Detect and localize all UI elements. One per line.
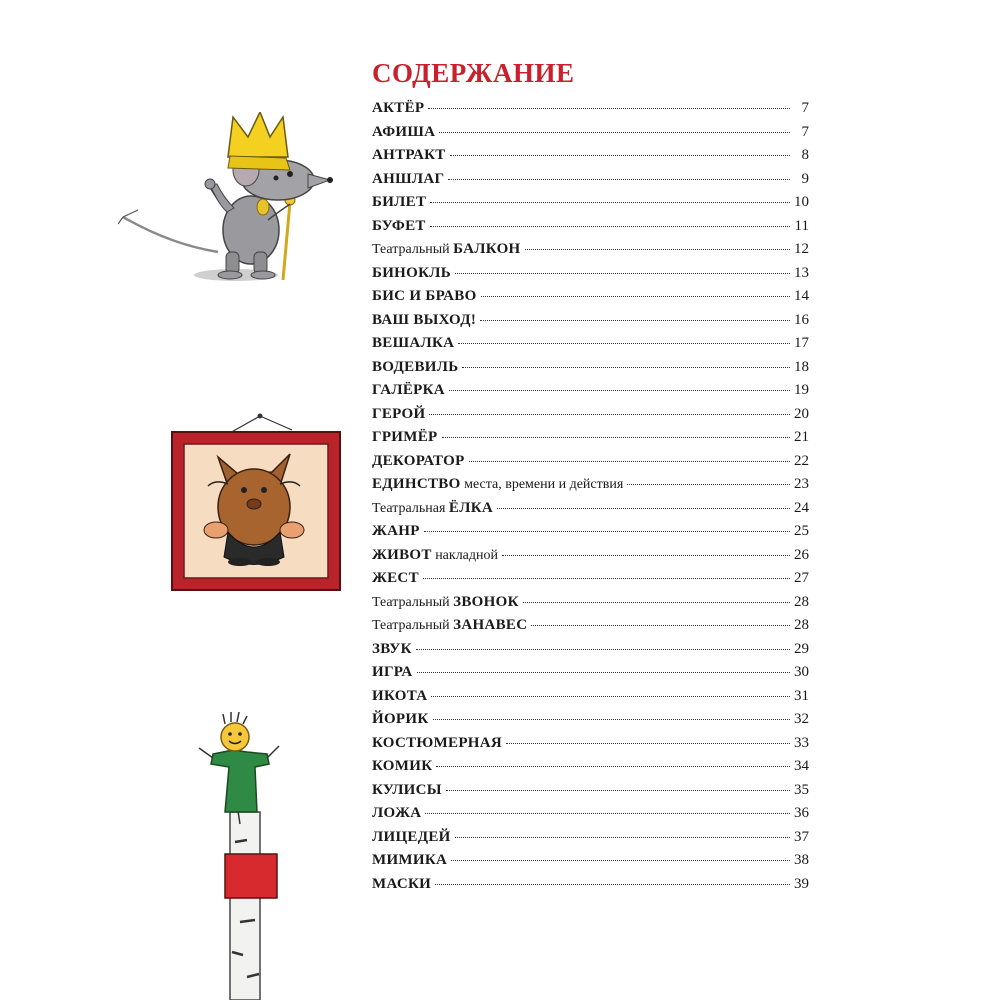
toc-leader-dots <box>458 343 790 344</box>
toc-entry-keyword: ЛИЦЕДЕЙ <box>372 828 451 845</box>
toc-page-number: 21 <box>794 429 809 445</box>
scepter-shape <box>283 202 290 280</box>
toc-entry <box>372 312 809 336</box>
toc-entry-keyword: ГАЛЁРКА <box>372 382 445 398</box>
toc-entry <box>372 664 809 688</box>
toc-entry-label <box>372 547 498 564</box>
toc-entry-keyword: ГЕРОЙ <box>372 405 426 422</box>
toc-entry-label <box>372 664 413 681</box>
toc-page-number: 24 <box>794 499 809 516</box>
toc-page-number: 12 <box>794 241 809 257</box>
toc-page-number: 11 <box>794 217 809 234</box>
toc-page-number: 13 <box>794 264 809 281</box>
toc-page-number: 17 <box>794 335 809 351</box>
toc-entry-label <box>372 241 521 258</box>
toc-entry-keyword: КОСТЮМЕРНАЯ <box>372 734 503 751</box>
toc-entry-keyword: КУЛИСЫ <box>372 781 442 798</box>
toc-entry-keyword: АНШЛАГ <box>372 170 445 187</box>
toc-leader-dots <box>425 813 790 814</box>
toc-page-number: 20 <box>794 405 809 422</box>
toc-page-number: 7 <box>801 123 809 140</box>
toc-leader-dots <box>424 531 790 532</box>
toc-entry-prefix: Театральный <box>372 618 454 633</box>
scarecrow-coat-shape <box>211 750 269 812</box>
toc-leader-dots <box>446 790 790 791</box>
toc-leader-dots <box>417 672 791 673</box>
toc-page-number: 30 <box>794 664 809 680</box>
toc-entry <box>372 852 809 876</box>
toc-entry-label <box>372 476 623 493</box>
toc-entry-label <box>372 218 426 235</box>
toc-entry-keyword: ЗВОНОК <box>453 593 519 610</box>
toc-entry <box>372 829 809 853</box>
toc-leader-dots <box>430 202 790 203</box>
toc-entry <box>372 124 809 148</box>
toc-entry <box>372 406 809 430</box>
toc-entry-label <box>372 829 451 846</box>
toc-page-number: 25 <box>794 523 809 539</box>
toc-entry-label <box>372 711 429 728</box>
toc-leader-dots <box>455 273 790 274</box>
page-title: СОДЕРЖАНИЕ <box>372 58 575 88</box>
toc-entry <box>372 735 809 759</box>
toc-entry-keyword: ЛОЖА <box>372 805 422 821</box>
toc-leader-dots <box>439 132 790 133</box>
toc-page-number: 28 <box>794 617 809 633</box>
toc-entry-label <box>372 265 451 282</box>
toc-leader-dots <box>448 179 790 180</box>
toc-leader-dots <box>428 108 790 109</box>
toc-leader-dots <box>455 837 790 838</box>
toc-entry <box>372 429 809 453</box>
tail-shape <box>123 217 218 252</box>
toc-entry <box>372 758 809 782</box>
toc-entry-prefix: Театральный <box>372 242 454 257</box>
toc-entry <box>372 476 809 500</box>
toc-entry-keyword: БАЛКОН <box>453 241 521 257</box>
toc-entry-label <box>372 429 438 446</box>
toc-page-number: 7 <box>801 100 809 116</box>
toc-page-number: 36 <box>794 805 809 821</box>
toc-entry-label <box>372 782 442 799</box>
toc-entry-label <box>372 688 427 705</box>
toc-entry-keyword: АФИША <box>372 123 436 140</box>
toc-entry-keyword: ЗАНАВЕС <box>453 617 528 633</box>
toc-entry-label <box>372 194 426 211</box>
toc-entry-label <box>372 641 412 658</box>
toc-leader-dots <box>423 578 790 579</box>
toc-entry-label <box>372 359 458 376</box>
toc-page-number: 22 <box>794 452 809 469</box>
toc-entry-label <box>372 500 493 517</box>
toc-entry-label <box>372 758 432 775</box>
toc-page-number: 28 <box>794 593 809 610</box>
toc-entry-keyword: АНТРАКТ <box>372 147 446 163</box>
toc-entry-label <box>372 147 446 164</box>
toc-leader-dots <box>481 296 790 297</box>
nail-icon <box>258 414 263 419</box>
toc-page-number: 32 <box>794 711 809 727</box>
mouse-king-illustration <box>118 112 338 287</box>
toc-entry-keyword: ВЕШАЛКА <box>372 335 455 351</box>
toc-page-number: 18 <box>794 358 809 375</box>
toc-page-number: 35 <box>794 781 809 798</box>
toc-entry-keyword: ЙОРИК <box>372 711 429 727</box>
toc-entry-label <box>372 570 419 587</box>
toc-entry-keyword: БИНОКЛЬ <box>372 264 451 281</box>
toc-leader-dots <box>531 625 790 626</box>
toc-leader-dots <box>435 884 790 885</box>
toc-entry-label <box>372 453 465 470</box>
toc-page-number: 14 <box>794 288 809 304</box>
toc-entry <box>372 594 809 618</box>
toc-entry-label <box>372 335 454 352</box>
toc-entry-prefix: Театральная <box>372 500 449 516</box>
toc-entry <box>372 688 809 712</box>
toc-entry-label <box>372 735 502 752</box>
toc-entry <box>372 359 809 383</box>
toc-entry <box>372 641 809 665</box>
toc-leader-dots <box>523 602 790 603</box>
toc-leader-dots <box>450 155 790 156</box>
toc-entry <box>372 617 809 641</box>
toc-leader-dots <box>480 320 790 321</box>
toc-entry-label <box>372 523 420 540</box>
toc-entry-suffix: накладной <box>431 547 499 563</box>
toc-entry <box>372 500 809 524</box>
toc-entry-keyword: ИГРА <box>372 664 413 680</box>
toc-entry <box>372 805 809 829</box>
toc-entry-label <box>372 171 444 188</box>
toc-entry-prefix: Театральный <box>372 594 454 610</box>
toc-entry-keyword: ЖИВОТ <box>372 546 432 563</box>
toc-entry <box>372 100 809 124</box>
toc-entry-keyword: АКТЁР <box>372 100 425 116</box>
toc-leader-dots <box>469 461 790 462</box>
toc-leader-dots <box>429 414 790 415</box>
toc-entry-keyword: ИКОТА <box>372 687 428 704</box>
toc-entry <box>372 218 809 242</box>
toc-page-number: 27 <box>794 570 809 586</box>
toc-page-number: 23 <box>794 476 809 492</box>
toc-page-number: 33 <box>794 734 809 751</box>
toc-entry <box>372 547 809 571</box>
toc-entry-keyword: КОМИК <box>372 758 433 774</box>
toc-leader-dots <box>502 555 790 556</box>
toc-entry-label <box>372 382 445 399</box>
toc-entry-label <box>372 100 424 117</box>
toc-entry-keyword: БИЛЕТ <box>372 194 427 210</box>
toc-entry <box>372 335 809 359</box>
toc-entry-keyword: БИС И БРАВО <box>372 288 477 304</box>
toc-entry-label <box>372 852 447 869</box>
toc-page-number: 26 <box>794 546 809 563</box>
toc-entry-keyword: ГРИМЁР <box>372 429 438 445</box>
toc-entry-label <box>372 617 527 634</box>
toc-entry-label <box>372 288 477 305</box>
toc-page-number: 39 <box>794 875 809 892</box>
toc-page-number: 9 <box>801 170 809 187</box>
toc-leader-dots <box>430 226 790 227</box>
toc-entry <box>372 570 809 594</box>
table-of-contents <box>372 100 809 899</box>
toc-leader-dots <box>451 860 790 861</box>
toc-entry-label <box>372 312 476 329</box>
toc-entry-keyword: ЖАНР <box>372 523 420 539</box>
toc-page-number: 38 <box>794 852 809 868</box>
toc-leader-dots <box>433 719 790 720</box>
toc-entry <box>372 147 809 171</box>
toc-entry <box>372 453 809 477</box>
toc-entry <box>372 782 809 806</box>
toc-leader-dots <box>462 367 790 368</box>
toc-page-number: 31 <box>794 687 809 704</box>
toc-entry <box>372 265 809 289</box>
toc-leader-dots <box>436 766 790 767</box>
toc-leader-dots <box>497 508 790 509</box>
toc-entry-keyword: МИМИКА <box>372 852 448 868</box>
toc-leader-dots <box>506 743 790 744</box>
toc-page-number: 8 <box>801 147 809 163</box>
toc-entry <box>372 523 809 547</box>
toc-entry <box>372 194 809 218</box>
crown-icon <box>228 112 288 157</box>
scarecrow-on-birch-pole-illustration <box>185 712 285 1000</box>
toc-entry <box>372 288 809 312</box>
toc-entry-label <box>372 124 435 141</box>
red-box-shape <box>225 854 277 898</box>
toc-entry <box>372 382 809 406</box>
toc-page-number: 19 <box>794 382 809 398</box>
toc-leader-dots <box>449 390 790 391</box>
toc-entry-keyword: ДЕКОРАТОР <box>372 452 465 469</box>
sun-face-shape <box>221 723 249 751</box>
toc-entry-label <box>372 805 421 822</box>
toc-entry <box>372 241 809 265</box>
toc-entry-keyword: ЖЕСТ <box>372 570 419 586</box>
toc-entry-keyword: ВАШ ВЫХОД! <box>372 311 477 328</box>
framed-portrait-illustration <box>168 412 346 592</box>
toc-entry-keyword: ВОДЕВИЛЬ <box>372 358 459 375</box>
toc-page-number: 29 <box>794 640 809 657</box>
toc-page-number: 37 <box>794 828 809 845</box>
toc-entry <box>372 711 809 735</box>
toc-entry-label <box>372 406 425 423</box>
toc-leader-dots <box>627 484 790 485</box>
toc-entry-keyword: ЕДИНСТВО <box>372 476 461 492</box>
toc-entry-keyword: БУФЕТ <box>372 217 426 234</box>
toc-entry-label <box>372 594 519 611</box>
toc-entry-keyword: МАСКИ <box>372 875 432 892</box>
toc-entry-keyword: ЁЛКА <box>448 499 493 516</box>
toc-entry-suffix: места, времени и действия <box>460 477 624 492</box>
toc-entry <box>372 876 809 900</box>
toc-entry <box>372 171 809 195</box>
toc-leader-dots <box>525 249 790 250</box>
toc-leader-dots <box>442 437 791 438</box>
toc-entry-label <box>372 876 431 893</box>
toc-page-number: 16 <box>794 311 809 328</box>
toc-page-number: 10 <box>794 194 809 210</box>
toc-leader-dots <box>431 696 790 697</box>
toc-entry-keyword: ЗВУК <box>372 640 412 657</box>
toc-page-number: 34 <box>794 758 809 774</box>
toc-leader-dots <box>416 649 790 650</box>
